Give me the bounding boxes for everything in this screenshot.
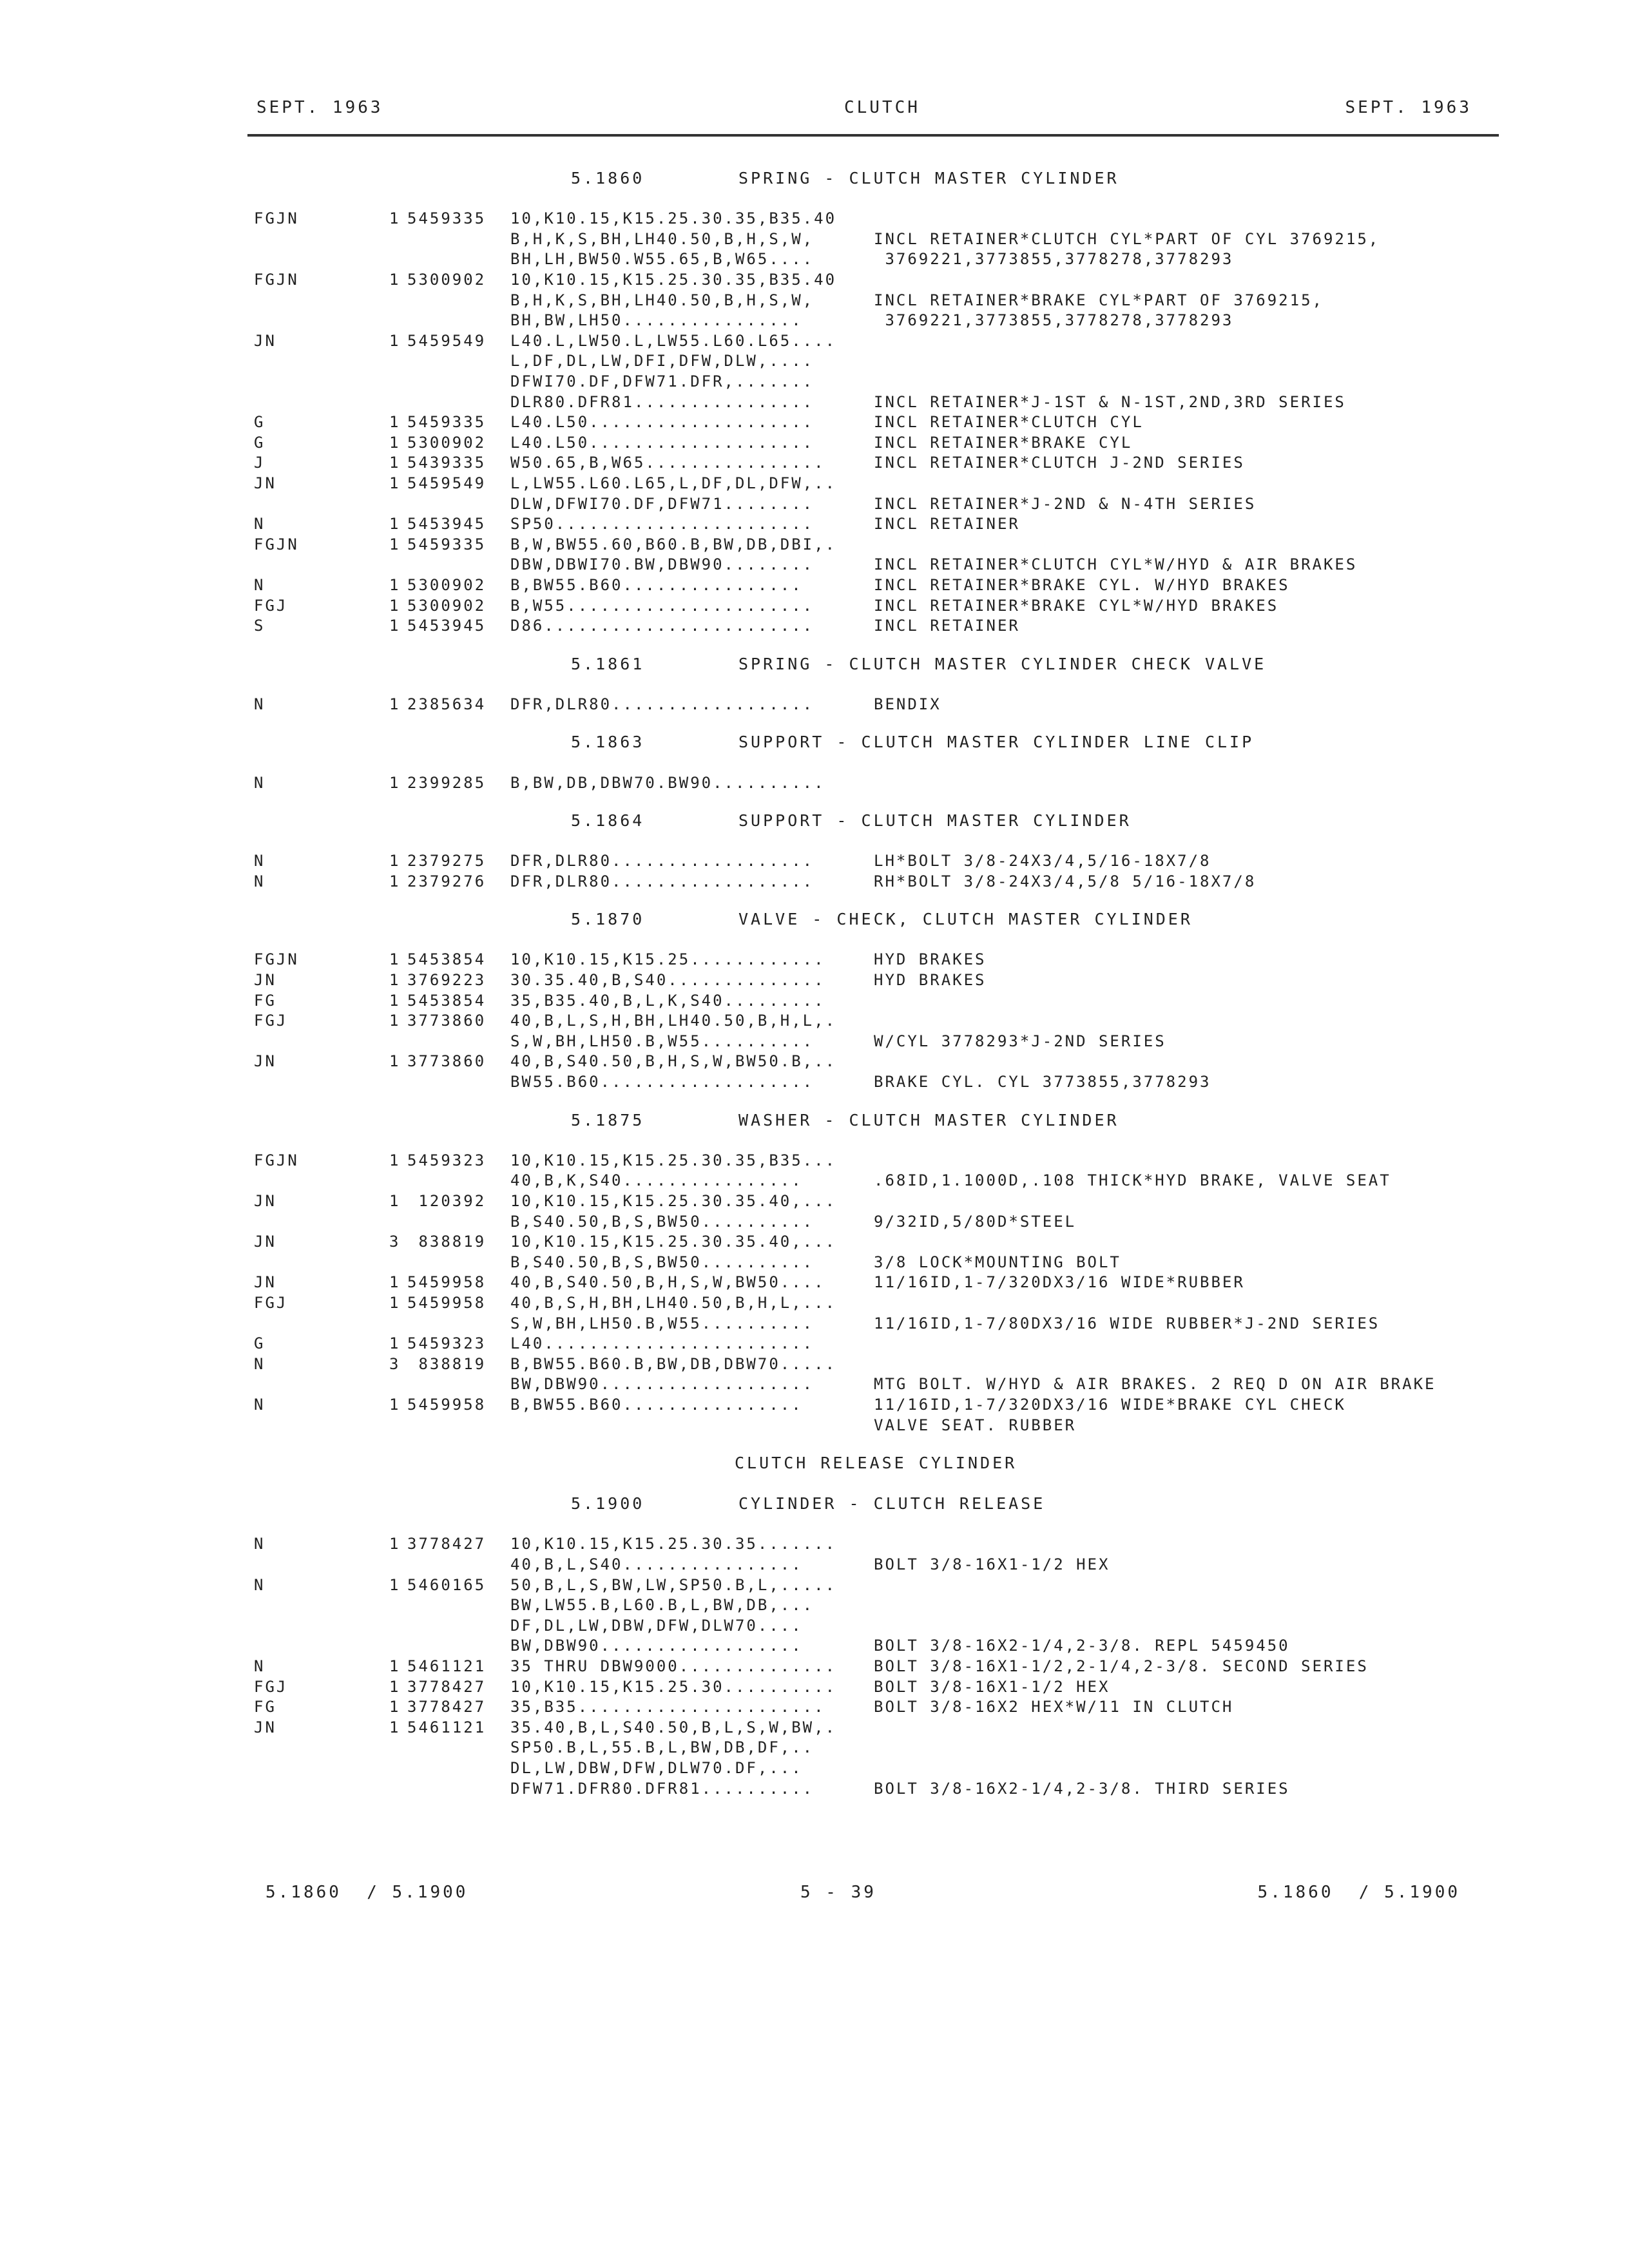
- model-codes: FG: [254, 991, 276, 1010]
- quantity: 1: [389, 576, 401, 594]
- section-number: 5.1900: [571, 1494, 645, 1514]
- model-codes: N: [254, 1395, 265, 1414]
- model-applicability: DLR80.DFR81................: [510, 392, 815, 411]
- model-codes: FGJ: [254, 596, 288, 615]
- footer-page-number: 5 - 39: [800, 1883, 876, 1902]
- model-applicability: BW55.B60...................: [510, 1073, 815, 1091]
- part-description: VALVE SEAT. RUBBER: [874, 1416, 1077, 1434]
- part-number: 2385634: [407, 695, 487, 713]
- part-description: 11/16ID,1-7/80DX3/16 WIDE RUBBER*J-2ND SERIES: [874, 1314, 1380, 1332]
- header-title: CLUTCH: [844, 98, 920, 117]
- model-codes: N: [254, 695, 265, 713]
- section-number: 5.1870: [571, 910, 645, 929]
- model-applicability: BW,DBW90...................: [510, 1375, 815, 1394]
- part-description: INCL RETAINER*CLUTCH CYL*PART OF CYL 3769215,: [874, 229, 1380, 248]
- footer-range-right: 5.1860 / 5.1900: [1257, 1883, 1460, 1902]
- part-number: 5459549: [407, 474, 487, 492]
- footer-range-left: 5.1860 / 5.1900: [265, 1883, 468, 1902]
- model-applicability: 35.40,B,L,S40.50,B,L,S,W,BW,.: [510, 1718, 837, 1736]
- part-description: BOLT 3/8-16X2-1/4,2-3/8. THIRD SERIES: [874, 1779, 1290, 1798]
- model-applicability: 40,B,L,S,H,BH,LH40.50,B,H,L,.: [510, 1012, 837, 1030]
- section-title: SPRING - CLUTCH MASTER CYLINDER: [738, 169, 1119, 187]
- model-applicability: BW,LW55.B,L60.B,L,BW,DB,...: [510, 1596, 815, 1615]
- part-number: 2379275: [407, 852, 487, 870]
- quantity: 3: [389, 1354, 401, 1373]
- quantity: 1: [389, 433, 401, 452]
- part-description: 9/32ID,5/80D*STEEL: [874, 1212, 1077, 1231]
- part-description: .68ID,1.1000D,.108 THICK*HYD BRAKE, VALVE SEAT: [874, 1171, 1391, 1190]
- part-description: INCL RETAINER: [874, 617, 1020, 635]
- model-applicability: D86........................: [510, 617, 815, 635]
- model-applicability: B,BW55.B60................: [510, 576, 803, 594]
- section-title: SUPPORT - CLUTCH MASTER CYLINDER: [738, 811, 1132, 830]
- model-applicability: BH,LH,BW50.W55.65,B,W65....: [510, 250, 815, 269]
- part-description: BRAKE CYL. CYL 3773855,3778293: [874, 1073, 1211, 1091]
- model-codes: FGJN: [254, 209, 299, 228]
- header-rule: [247, 134, 1499, 137]
- part-description: BOLT 3/8-16X2-1/4,2-3/8. REPL 5459450: [874, 1637, 1290, 1655]
- part-number: 5300902: [407, 596, 487, 615]
- quantity: 1: [389, 331, 401, 350]
- model-applicability: B,W,BW55.60,B60.B,BW,DB,DBI,.: [510, 535, 837, 553]
- part-number: 5459335: [407, 535, 487, 553]
- part-description: INCL RETAINER*J-1ST & N-1ST,2ND,3RD SERIES: [874, 392, 1346, 411]
- part-number: 5459958: [407, 1273, 487, 1292]
- part-number: 3773860: [407, 1052, 487, 1071]
- part-description: INCL RETAINER*CLUTCH CYL: [874, 413, 1144, 432]
- part-number: 3778427: [407, 1698, 487, 1716]
- model-codes: G: [254, 433, 265, 452]
- model-applicability: B,BW55.B60................: [510, 1395, 803, 1414]
- model-codes: JN: [254, 1718, 276, 1736]
- model-applicability: SP50.B,L,55.B,L,BW,DB,DF,..: [510, 1738, 815, 1757]
- model-applicability: 50,B,L,S,BW,LW,SP50.B,L,.....: [510, 1575, 837, 1594]
- model-applicability: DF,DL,LW,DBW,DFW,DLW70....: [510, 1616, 803, 1635]
- model-applicability: DLW,DFWI70.DF,DFW71........: [510, 494, 815, 513]
- model-applicability: 35,B35......................: [510, 1698, 825, 1716]
- model-codes: JN: [254, 474, 276, 492]
- quantity: 1: [389, 1293, 401, 1312]
- quantity: 1: [389, 617, 401, 635]
- quantity: 1: [389, 1191, 401, 1210]
- section-number: 5.1860: [571, 169, 645, 187]
- section-number: 5.1863: [571, 733, 645, 752]
- part-number: 3778427: [407, 1535, 487, 1553]
- header-date-left: SEPT. 1963: [256, 98, 383, 117]
- quantity: 1: [389, 950, 401, 969]
- quantity: 1: [389, 454, 401, 472]
- part-description: LH*BOLT 3/8-24X3/4,5/16-18X7/8: [874, 852, 1211, 870]
- model-codes: JN: [254, 1273, 276, 1292]
- part-number: 3769223: [407, 971, 487, 990]
- part-description: BOLT 3/8-16X1-1/2 HEX: [874, 1677, 1110, 1696]
- part-number: 5459323: [407, 1334, 487, 1353]
- model-codes: N: [254, 1657, 265, 1675]
- part-number: 5300902: [407, 271, 487, 289]
- quantity: 3: [389, 1233, 401, 1251]
- part-description: 11/16ID,1-7/320DX3/16 WIDE*RUBBER: [874, 1273, 1245, 1292]
- model-applicability: 30.35.40,B,S40..............: [510, 971, 825, 990]
- part-description: BOLT 3/8-16X2 HEX*W/11 IN CLUTCH: [874, 1698, 1234, 1716]
- part-number: 120392: [407, 1191, 487, 1210]
- group-title: CLUTCH RELEASE CYLINDER: [735, 1453, 1017, 1472]
- model-applicability: 10,K10.15,K15.25.30.35,B35.40: [510, 209, 837, 228]
- model-applicability: 10,K10.15,K15.25.30..........: [510, 1677, 837, 1696]
- model-codes: N: [254, 852, 265, 870]
- part-description: INCL RETAINER*CLUTCH CYL*W/HYD & AIR BRAKES: [874, 555, 1358, 574]
- model-codes: FGJ: [254, 1677, 288, 1696]
- part-number: 3773860: [407, 1012, 487, 1030]
- model-codes: N: [254, 1354, 265, 1373]
- model-applicability: 10,K10.15,K15.25............: [510, 950, 825, 969]
- quantity: 1: [389, 852, 401, 870]
- part-description: W/CYL 3778293*J-2ND SERIES: [874, 1032, 1166, 1050]
- quantity: 1: [389, 1052, 401, 1071]
- section-title: CYLINDER - CLUTCH RELEASE: [738, 1494, 1046, 1514]
- part-number: 5453945: [407, 617, 487, 635]
- model-codes: JN: [254, 1052, 276, 1071]
- part-number: 5459323: [407, 1151, 487, 1169]
- quantity: 1: [389, 474, 401, 492]
- model-codes: FGJN: [254, 950, 299, 969]
- model-codes: N: [254, 515, 265, 533]
- quantity: 1: [389, 971, 401, 990]
- part-number: 5459958: [407, 1395, 487, 1414]
- part-description: INCL RETAINER*BRAKE CYL. W/HYD BRAKES: [874, 576, 1290, 594]
- part-number: 5453854: [407, 950, 487, 969]
- part-description: 11/16ID,1-7/320DX3/16 WIDE*BRAKE CYL CHECK: [874, 1395, 1346, 1414]
- model-applicability: L40.L50....................: [510, 413, 815, 432]
- part-description: 3769221,3773855,3778278,3778293: [874, 311, 1234, 330]
- part-description: BENDIX: [874, 695, 941, 713]
- quantity: 1: [389, 1535, 401, 1553]
- part-description: HYD BRAKES: [874, 971, 987, 990]
- quantity: 1: [389, 413, 401, 432]
- quantity: 1: [389, 1012, 401, 1030]
- model-applicability: DBW,DBWI70.BW,DBW90........: [510, 555, 815, 574]
- part-number: 5461121: [407, 1718, 487, 1736]
- section-number: 5.1861: [571, 654, 645, 673]
- section-title: SPRING - CLUTCH MASTER CYLINDER CHECK VALVE: [738, 654, 1267, 673]
- model-applicability: BH,BW,LH50................: [510, 311, 803, 330]
- model-codes: JN: [254, 1233, 276, 1251]
- part-description: INCL RETAINER*BRAKE CYL*W/HYD BRAKES: [874, 596, 1279, 615]
- quantity: 1: [389, 1677, 401, 1696]
- part-number: 5459335: [407, 209, 487, 228]
- part-number: 5459335: [407, 413, 487, 432]
- section-title: VALVE - CHECK, CLUTCH MASTER CYLINDER: [738, 910, 1193, 929]
- part-description: 3/8 LOCK*MOUNTING BOLT: [874, 1253, 1121, 1271]
- model-applicability: DFR,DLR80..................: [510, 872, 815, 890]
- model-applicability: B,H,K,S,BH,LH40.50,B,H,S,W,: [510, 229, 815, 248]
- model-codes: FGJN: [254, 535, 299, 553]
- model-codes: N: [254, 872, 265, 890]
- quantity: 1: [389, 1395, 401, 1414]
- part-number: 5453854: [407, 991, 487, 1010]
- quantity: 1: [389, 1151, 401, 1169]
- model-applicability: B,BW55.B60.B,BW,DB,DBW70.....: [510, 1354, 837, 1373]
- model-applicability: 40,B,S40.50,B,H,S,W,BW50....: [510, 1273, 825, 1292]
- model-applicability: 10,K10.15,K15.25.30.35.40,...: [510, 1191, 837, 1210]
- model-applicability: 40,B,S40.50,B,H,S,W,BW50.B,..: [510, 1052, 837, 1071]
- model-applicability: B,S40.50,B,S,BW50..........: [510, 1212, 815, 1231]
- model-applicability: 35 THRU DBW9000..............: [510, 1657, 837, 1675]
- part-description: RH*BOLT 3/8-24X3/4,5/8 5/16-18X7/8: [874, 872, 1257, 890]
- part-description: INCL RETAINER*J-2ND & N-4TH SERIES: [874, 494, 1257, 513]
- model-applicability: 40,B,L,S40................: [510, 1555, 803, 1573]
- model-applicability: L,DF,DL,LW,DFI,DFW,DLW,....: [510, 352, 815, 370]
- model-applicability: B,H,K,S,BH,LH40.50,B,H,S,W,: [510, 291, 815, 309]
- model-codes: G: [254, 1334, 265, 1353]
- section-number: 5.1864: [571, 811, 645, 830]
- part-number: 3778427: [407, 1677, 487, 1696]
- model-applicability: DL,LW,DBW,DFW,DLW70.DF,...: [510, 1758, 803, 1777]
- part-description: 3769221,3773855,3778278,3778293: [874, 250, 1234, 269]
- model-codes: JN: [254, 1191, 276, 1210]
- model-applicability: 10,K10.15,K15.25.30.35,B35.40: [510, 271, 837, 289]
- quantity: 1: [389, 515, 401, 533]
- model-applicability: BW,DBW90..................: [510, 1637, 803, 1655]
- part-number: 2399285: [407, 773, 487, 792]
- model-codes: FGJN: [254, 1151, 299, 1169]
- model-codes: G: [254, 413, 265, 432]
- model-applicability: L40.L,LW50.L,LW55.L60.L65....: [510, 331, 837, 350]
- model-applicability: DFW71.DFR80.DFR81..........: [510, 1779, 815, 1798]
- part-description: MTG BOLT. W/HYD & AIR BRAKES. 2 REQ D ON AIR BRAKE: [874, 1375, 1436, 1394]
- model-applicability: L,LW55.L60.L65,L,DF,DL,DFW,..: [510, 474, 837, 492]
- quantity: 1: [389, 1718, 401, 1736]
- part-number: 5453945: [407, 515, 487, 533]
- section-title: SUPPORT - CLUTCH MASTER CYLINDER LINE CLIP: [738, 733, 1255, 752]
- model-codes: FGJ: [254, 1293, 288, 1312]
- model-applicability: 10,K10.15,K15.25.30.35,B35...: [510, 1151, 837, 1169]
- model-codes: N: [254, 1535, 265, 1553]
- quantity: 1: [389, 1273, 401, 1292]
- part-number: 5460165: [407, 1575, 487, 1594]
- quantity: 1: [389, 271, 401, 289]
- model-applicability: SP50.......................: [510, 515, 815, 533]
- model-applicability: DFWI70.DF,DFW71.DFR,.......: [510, 372, 815, 390]
- part-number: 5461121: [407, 1657, 487, 1675]
- header-date-right: SEPT. 1963: [1345, 98, 1472, 117]
- quantity: 1: [389, 535, 401, 553]
- model-applicability: L40.L50....................: [510, 433, 815, 452]
- model-applicability: 10,K10.15,K15.25.30.35.40,...: [510, 1233, 837, 1251]
- quantity: 1: [389, 773, 401, 792]
- model-applicability: 10,K10.15,K15.25.30.35.......: [510, 1535, 837, 1553]
- part-number: 5300902: [407, 576, 487, 594]
- part-number: 5459958: [407, 1293, 487, 1312]
- quantity: 1: [389, 872, 401, 890]
- section-title: WASHER - CLUTCH MASTER CYLINDER: [738, 1110, 1119, 1129]
- quantity: 1: [389, 991, 401, 1010]
- quantity: 1: [389, 1575, 401, 1594]
- model-applicability: DFR,DLR80..................: [510, 852, 815, 870]
- part-description: INCL RETAINER: [874, 515, 1020, 533]
- model-codes: N: [254, 576, 265, 594]
- quantity: 1: [389, 209, 401, 228]
- part-description: INCL RETAINER*BRAKE CYL*PART OF 3769215,: [874, 291, 1324, 309]
- part-description: INCL RETAINER*CLUTCH J-2ND SERIES: [874, 454, 1245, 472]
- model-applicability: 40,B,S,H,BH,LH40.50,B,H,L,...: [510, 1293, 837, 1312]
- quantity: 1: [389, 596, 401, 615]
- model-codes: FGJN: [254, 271, 299, 289]
- model-applicability: 40,B,K,S40................: [510, 1171, 803, 1190]
- part-description: BOLT 3/8-16X1-1/2,2-1/4,2-3/8. SECOND SERIES: [874, 1657, 1369, 1675]
- quantity: 1: [389, 1698, 401, 1716]
- part-number: 838819: [407, 1233, 487, 1251]
- part-number: 838819: [407, 1354, 487, 1373]
- model-applicability: DFR,DLR80..................: [510, 695, 815, 713]
- section-number: 5.1875: [571, 1110, 645, 1129]
- model-codes: FG: [254, 1698, 276, 1716]
- part-description: HYD BRAKES: [874, 950, 987, 969]
- quantity: 1: [389, 695, 401, 713]
- model-codes: N: [254, 1575, 265, 1594]
- model-applicability: L40........................: [510, 1334, 815, 1353]
- model-applicability: B,S40.50,B,S,BW50..........: [510, 1253, 815, 1271]
- model-codes: J: [254, 454, 265, 472]
- part-number: 5459549: [407, 331, 487, 350]
- part-number: 2379276: [407, 872, 487, 890]
- model-codes: N: [254, 773, 265, 792]
- part-description: BOLT 3/8-16X1-1/2 HEX: [874, 1555, 1110, 1573]
- model-codes: JN: [254, 971, 276, 990]
- part-description: INCL RETAINER*BRAKE CYL: [874, 433, 1133, 452]
- model-codes: JN: [254, 331, 276, 350]
- quantity: 1: [389, 1334, 401, 1353]
- model-applicability: S,W,BH,LH50.B,W55..........: [510, 1032, 815, 1050]
- part-number: 5300902: [407, 433, 487, 452]
- model-applicability: W50.65,B,W65................: [510, 454, 825, 472]
- model-applicability: S,W,BH,LH50.B,W55..........: [510, 1314, 815, 1332]
- part-number: 5439335: [407, 454, 487, 472]
- model-codes: FGJ: [254, 1012, 288, 1030]
- model-applicability: 35,B35.40,B,L,K,S40.........: [510, 991, 825, 1010]
- model-applicability: B,W55......................: [510, 596, 815, 615]
- model-applicability: B,BW,DB,DBW70.BW90..........: [510, 773, 825, 792]
- model-codes: S: [254, 617, 265, 635]
- quantity: 1: [389, 1657, 401, 1675]
